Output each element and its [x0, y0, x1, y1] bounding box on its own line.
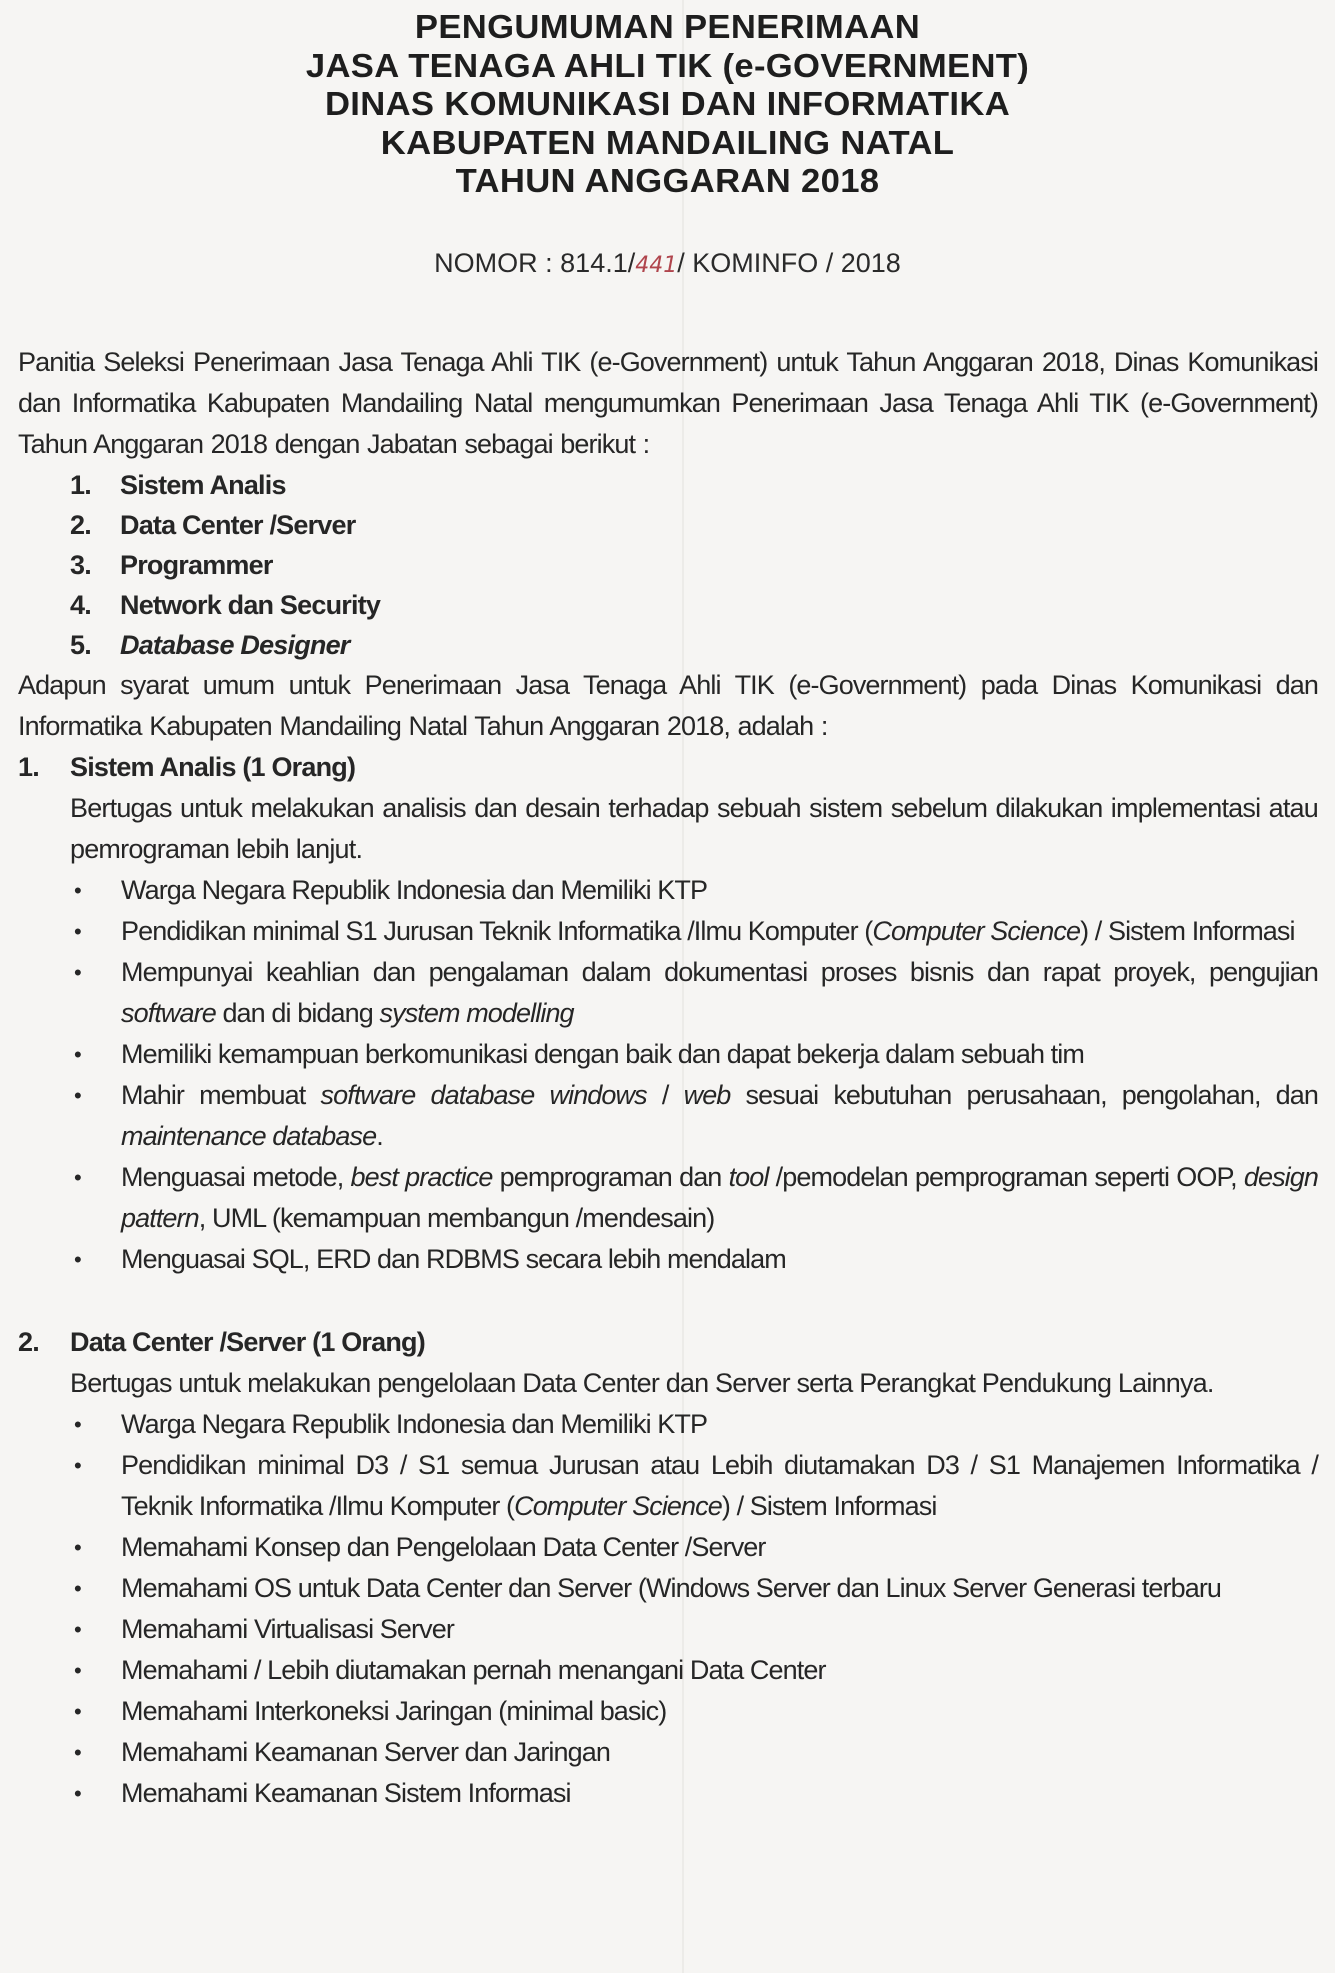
bullet-icon: • [74, 1576, 81, 1601]
intro-paragraph: Panitia Seleksi Penerimaan Jasa Tenaga Ahli TIK (e-Government) untuk Tahun Anggaran 2018, Dinas Komunikasi dan Informatika Kabupaten Mandailing Natal mengumumkan Penerimaan Jasa Tenaga Ahli TIK (e-Government) Tahun Anggaran 2018 dengan Jabatan sebagai berikut : [18, 347, 1318, 459]
section-title-text: Data Center /Server (1 Orang) [70, 1327, 425, 1357]
section-data-center-server [18, 1322, 1318, 1814]
requirement-item [70, 1239, 1318, 1280]
position-item [70, 585, 1318, 625]
position-label: Data Center /Server [120, 510, 356, 540]
requirement-item [70, 1075, 1318, 1157]
position-list [18, 465, 1318, 665]
requirement-item [70, 1650, 1318, 1691]
title-line-2: JASA TENAGA AHLI TIK (e-GOVERNMENT) [305, 46, 1030, 84]
requirement-item [70, 1527, 1318, 1568]
bullet-icon: • [74, 1617, 81, 1642]
position-label: Sistem Analis [120, 470, 286, 500]
requirement-text: Memahami Keamanan Sistem Informasi [121, 1778, 571, 1808]
requirement-item [70, 1445, 1318, 1527]
section-title [18, 747, 1318, 788]
bullet-icon: • [74, 1740, 81, 1765]
requirement-item [70, 1157, 1318, 1239]
position-label: Network dan Security [120, 590, 381, 620]
section-spacer [18, 1280, 1318, 1322]
requirement-text: Memahami Konsep dan Pengelolaan Data Center /Server [121, 1532, 766, 1562]
section-description: Bertugas untuk melakukan pengelolaan Data Center dan Server serta Perangkat Pendukung Lainnya. [70, 1368, 1214, 1398]
nomor-handwritten: 441 [635, 253, 678, 278]
position-number: 3. [70, 550, 91, 580]
section-description: Bertugas untuk melakukan analisis dan desain terhadap sebuah sistem sebelum dilakukan implementasi atau pemrograman lebih lanjut. [70, 793, 1318, 864]
bullet-icon: • [74, 878, 81, 903]
bullet-icon: • [74, 1781, 81, 1806]
requirement-item [70, 911, 1318, 952]
requirement-item [70, 1691, 1318, 1732]
requirement-text: Pendidikan minimal S1 Jurusan Teknik Informatika /Ilmu Komputer (Computer Science) / Sistem Informasi [121, 916, 1295, 946]
section-sistem-analis [18, 747, 1318, 1280]
requirement-text: Memahami Virtualisasi Server [121, 1614, 454, 1644]
position-item [70, 545, 1318, 585]
section-number: 1. [18, 752, 39, 782]
requirement-item [70, 1404, 1318, 1445]
requirement-text: Menguasai metode, best practice pemprograman dan tool /pemodelan pemprograman seperti OOP, design pattern, UML (kemampuan membangun /mendesain) [121, 1162, 1319, 1233]
requirement-text: Memahami Keamanan Server dan Jaringan [121, 1737, 610, 1767]
requirement-text: Pendidikan minimal D3 / S1 semua Jurusan atau Lebih diutamakan D3 / S1 Manajemen Informatika / Teknik Informatika /Ilmu Komputer (Computer Science) / Sistem Informasi [121, 1450, 1318, 1521]
position-number: 5. [70, 630, 91, 660]
requirement-text: Memahami / Lebih diutamakan pernah menangani Data Center [121, 1655, 826, 1685]
bullet-icon: • [74, 1453, 81, 1478]
section-title [18, 1322, 1318, 1363]
requirement-list [18, 1404, 1318, 1814]
section-number: 2. [18, 1327, 39, 1357]
requirement-text: Mahir membuat software database windows / web sesuai kebutuhan perusahaan, pengolahan, dan maintenance database. [121, 1080, 1319, 1151]
requirement-item [70, 1773, 1318, 1814]
title-line-3: DINAS KOMUNIKASI DAN INFORMATIKA [324, 85, 1011, 122]
title-line-4: KABUPATEN MANDAILING NATAL [380, 123, 955, 161]
requirement-item [70, 952, 1318, 1034]
requirement-text: Memahami Interkoneksi Jaringan (minimal basic) [121, 1696, 667, 1726]
bullet-icon: • [74, 919, 81, 944]
requirement-list [18, 870, 1318, 1280]
requirement-text: Menguasai SQL, ERD dan RDBMS secara lebih mendalam [121, 1244, 786, 1274]
requirement-text: Warga Negara Republik Indonesia dan Memiliki KTP [121, 1409, 708, 1439]
title-line-1: PENGUMUMAN PENERIMAAN [414, 8, 921, 45]
position-number: 1. [70, 470, 91, 500]
nomor-prefix: NOMOR : 814.1/ [434, 248, 636, 278]
bullet-icon: • [74, 1083, 81, 1108]
requirement-text: Memahami OS untuk Data Center dan Server (Windows Server dan Linux Server Generasi terbaru [121, 1573, 1222, 1603]
bullet-icon: • [74, 1699, 81, 1724]
document-header [0, 8, 1335, 201]
title-line-5: TAHUN ANGGARAN 2018 [455, 162, 880, 199]
bullet-icon: • [74, 960, 81, 985]
position-item [70, 505, 1318, 545]
section-title-text: Sistem Analis (1 Orang) [70, 752, 356, 782]
position-item [70, 625, 1318, 665]
document-number [0, 248, 1335, 279]
requirement-text: Mempunyai keahlian dan pengalaman dalam dokumentasi proses bisnis dan rapat proyek, pengujian software dan di bidang system modelling [121, 957, 1318, 1028]
document-body [18, 342, 1318, 1814]
bullet-icon: • [74, 1042, 81, 1067]
bullet-icon: • [74, 1535, 81, 1560]
requirement-item [70, 1034, 1318, 1075]
nomor-suffix: / KOMINFO / 2018 [677, 248, 901, 278]
requirement-item [70, 1732, 1318, 1773]
position-label: Programmer [120, 550, 273, 580]
position-label: Database Designer [120, 630, 350, 660]
position-number: 2. [70, 510, 91, 540]
general-requirements-intro: Adapun syarat umum untuk Penerimaan Jasa Tenaga Ahli TIK (e-Government) pada Dinas Komunikasi dan Informatika Kabupaten Mandailing Natal Tahun Anggaran 2018, adalah : [18, 670, 1318, 741]
requirement-text: Memiliki kemampuan berkomunikasi dengan baik dan dapat bekerja dalam sebuah tim [121, 1039, 1084, 1069]
bullet-icon: • [74, 1412, 81, 1437]
bullet-icon: • [74, 1165, 81, 1190]
requirement-item [70, 870, 1318, 911]
bullet-icon: • [74, 1658, 81, 1683]
position-item [70, 465, 1318, 505]
requirement-text: Warga Negara Republik Indonesia dan Memiliki KTP [121, 875, 708, 905]
bullet-icon: • [74, 1247, 81, 1272]
position-number: 4. [70, 590, 91, 620]
requirement-item [70, 1568, 1318, 1609]
requirement-item [70, 1609, 1318, 1650]
